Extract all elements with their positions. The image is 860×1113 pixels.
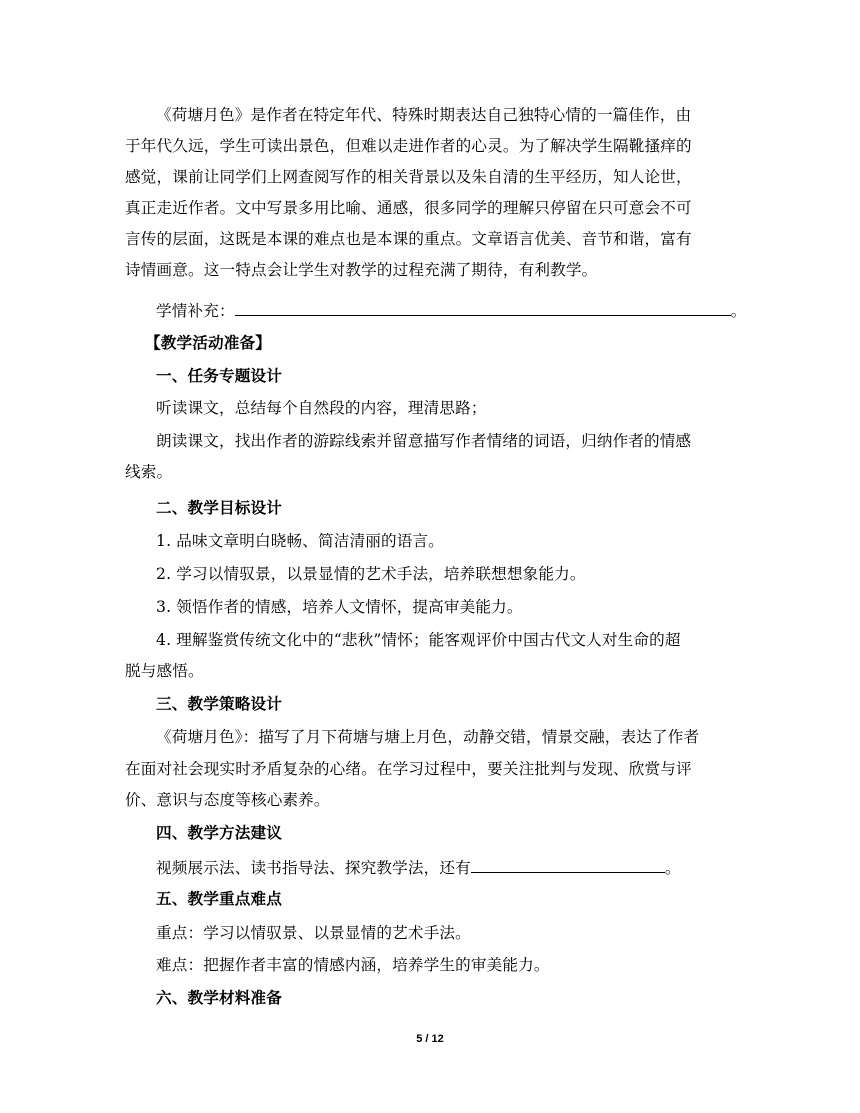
supplement-label: 学情补充： — [156, 302, 235, 320]
page-number: 5 / 12 — [416, 1033, 444, 1045]
goal-item-2: 2. 学习以情驭景，以景显情的艺术手法，培养联想想象能力。 — [156, 565, 586, 583]
prep-heading: 【教学活动准备】 — [145, 333, 271, 352]
section5-heading: 五、教学重点难点 — [156, 889, 282, 908]
key-point: 重点：学习以情驭景、以景显情的艺术手法。 — [156, 924, 471, 942]
supplement-end: 。 — [730, 302, 747, 320]
section1-line-1: 听读课文，总结每个自然段的内容，理清思路； — [156, 399, 487, 417]
section1-line-2: 朗读课文，找出作者的游踪线索并留意描写作者情绪的词语，归纳作者的情感 — [156, 432, 692, 450]
strategy-line-1: 《荷塘月色》：描写了月下荷塘与塘上月色，动静交错，情景交融，表达了作者 — [156, 728, 700, 746]
section6-heading: 六、教学材料准备 — [156, 988, 282, 1007]
goal-item-3: 3. 领悟作者的情感，培养人文情怀，提高审美能力。 — [156, 598, 523, 616]
goal-item-1: 1. 品味文章明白晓畅、简洁清丽的语言。 — [156, 532, 444, 550]
strategy-line-3: 价、意识与态度等核心素养。 — [125, 791, 330, 809]
method-line — [156, 857, 776, 878]
method-text: 视频展示法、读书指导法、探究教学法，还有 — [156, 859, 471, 877]
method-blank[interactable] — [471, 857, 665, 873]
intro-line-6: 诗情画意。这一特点会让学生对教学的过程充满了期待，有利教学。 — [125, 261, 598, 279]
intro-line-3: 感觉，课前让同学们上网查阅写作的相关背景以及朱自清的生平经历，知人论世， — [125, 168, 692, 186]
section4-heading: 四、教学方法建议 — [156, 823, 282, 842]
difficulty-point: 难点：把握作者丰富的情感内涵，培养学生的审美能力。 — [156, 956, 550, 974]
section1-heading: 一、任务专题设计 — [156, 366, 282, 385]
supplement-line — [156, 300, 776, 321]
section1-line-3: 线索。 — [125, 463, 173, 481]
method-end: 。 — [664, 859, 681, 877]
intro-line-2: 于年代久远，学生可读出景色，但难以走进作者的心灵。为了解决学生隔靴搔痒的 — [125, 137, 692, 155]
supplement-blank[interactable] — [235, 300, 731, 316]
intro-line-5: 言传的层面，这既是本课的难点也是本课的重点。文章语言优美、音节和谐，富有 — [125, 230, 692, 248]
section3-heading: 三、教学策略设计 — [156, 694, 282, 713]
strategy-line-2: 在面对社会现实时矛盾复杂的心绪。在学习过程中，要关注批判与发现、欣赏与评 — [125, 760, 692, 778]
intro-line-1: 《荷塘月色》是作者在特定年代、特殊时期表达自己独特心情的一篇佳作，由 — [156, 106, 692, 124]
goal-item-4-cont: 脱与感悟。 — [125, 662, 204, 680]
section2-heading: 二、教学目标设计 — [156, 498, 282, 517]
goal-item-4: 4. 理解鉴赏传统文化中的“悲秋”情怀；能客观评价中国古代文人对生命的超 — [156, 631, 681, 649]
intro-line-4: 真正走近作者。文中写景多用比喻、通感，很多同学的理解只停留在只可意会不可 — [125, 199, 692, 217]
